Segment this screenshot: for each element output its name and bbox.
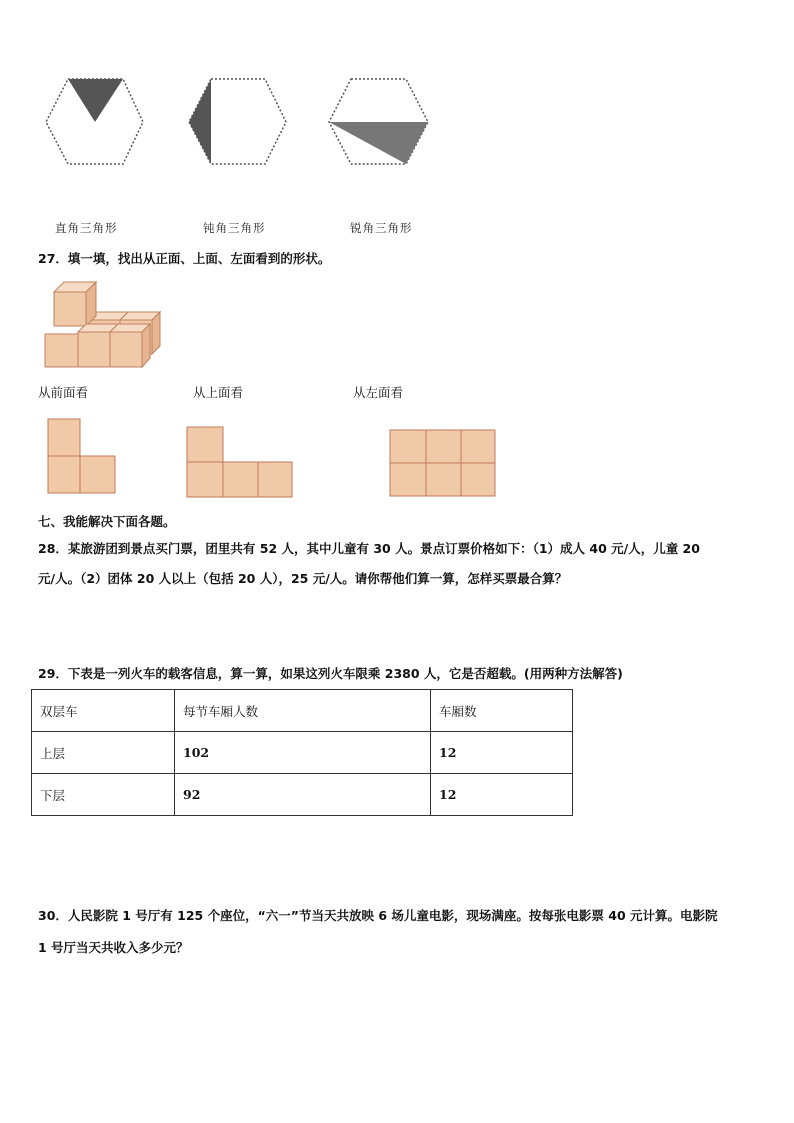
hexagon-figures	[38, 74, 438, 170]
label-top-view: 从上面看	[193, 385, 244, 400]
hexagon-right-triangle	[46, 79, 143, 164]
cube-front-row	[45, 324, 150, 367]
table-header-cell: 双层车	[32, 690, 175, 732]
front-view-shape	[46, 418, 118, 496]
table-cell: 12	[431, 774, 573, 816]
shaded-triangle-acute	[329, 122, 428, 164]
label-left-view: 从左面看	[353, 385, 404, 400]
cube-stack-figure	[40, 278, 175, 370]
question-30-line2: 1 号厅当天共收入多少元？	[38, 940, 189, 955]
train-capacity-table	[31, 689, 573, 816]
label-right-triangle: 直角三角形	[55, 221, 118, 235]
section-7-heading: 七、我能解决下面各题。	[38, 514, 176, 529]
cube-top-left	[54, 282, 96, 326]
table-cell: 12	[431, 732, 573, 774]
hexagon-acute-triangle	[329, 79, 428, 164]
label-front-view: 从前面看	[38, 385, 89, 400]
question-28-line1: 28．某旅游团到景点买门票，团里共有 52 人，其中儿童有 30 人。景点订票价格如下：（1）成人 40 元/人，儿童 20	[38, 541, 700, 556]
top-view-shape	[186, 426, 294, 498]
left-view-shape	[389, 429, 497, 498]
table-cell: 92	[175, 774, 431, 816]
shaded-triangle-obtuse	[189, 79, 211, 164]
table-header-cell: 每节车厢人数	[175, 690, 431, 732]
shaded-triangle-right	[68, 79, 123, 122]
question-28-line2: 元/人。（2）团体 20 人以上（包括 20 人），25 元/人。请你帮他们算一算，怎样买票最合算？	[38, 571, 568, 586]
table-header-cell: 车厢数	[431, 690, 573, 732]
table-cell: 上层	[32, 732, 175, 774]
question-30-line1: 30．人民影院 1 号厅有 125 个座位，“六一”节当天共放映 6 场儿童电影，现场满座。按每张电影票 40 元计算。电影院	[38, 908, 718, 923]
question-29: 29．下表是一列火车的载客信息，算一算，如果这列火车限乘 2380 人，它是否超载。(用两种方法解答)	[38, 666, 623, 681]
table-row	[32, 732, 573, 774]
label-acute-triangle: 锐角三角形	[350, 221, 413, 235]
table-header-row	[32, 690, 573, 732]
table-cell: 下层	[32, 774, 175, 816]
question-27: 27．填一填，找出从正面、上面、左面看到的形状。	[38, 251, 331, 266]
table-cell: 102	[175, 732, 431, 774]
label-obtuse-triangle: 钝角三角形	[203, 221, 266, 235]
hexagon-obtuse-triangle	[189, 79, 286, 164]
table-row	[32, 774, 573, 816]
